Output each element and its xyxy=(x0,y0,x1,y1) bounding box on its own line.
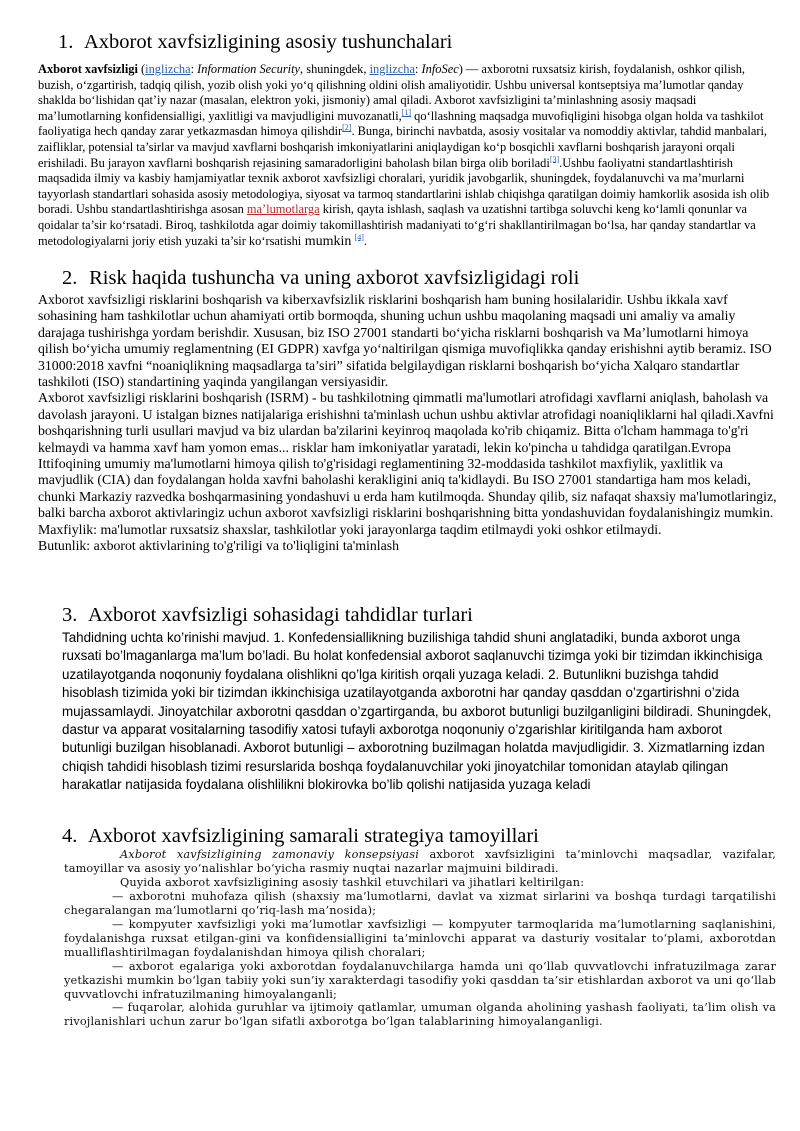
missing-article-link[interactable]: ma’lumotlarga xyxy=(246,202,320,217)
paragraph: Quyida axborot xavfsizligining asosiy tashkil etuvchilari va jihatlari keltirilgan: xyxy=(120,875,585,889)
text-fragment: , shuningdek, xyxy=(300,62,370,76)
section-number: 4. xyxy=(62,825,78,847)
section-number: 2. xyxy=(62,267,78,289)
text-fragment: . xyxy=(363,233,367,248)
section-title: Risk haqida tushuncha va uning axborot xavfsizligidagi roli xyxy=(89,267,580,289)
list-item: — kompyuter xavfsizligi yoki ma’lumotlar xavfsizligi — kompyuter tarmoqlarida ma’lumotlarning saqlanishini, foydalanishga ruxsat etilgan-gini va konfidensialligini ta’minlovchi apparat va dasturiy vositalar to‘plami, axborotdan mualliflashtirilmagan foydalanishdan himoya qilish choralari; xyxy=(64,917,776,959)
section-2-body xyxy=(38,292,778,555)
paragraph: Tahdidning uchta ko’rinishi mavjud. 1. Konfedensiallikning buzilishiga tahdid shuni anglatadiki, bunda axborot unga ruxsati bo’lmaganlarga ma’lum bo’ladi. Bu holat konfedensial axborot saqlanuvchi tizimga yoki bir tizimdan ikkinchisiga uzatilayotganda noqonuniy foydalana olishlikni qo’lga kiritish orqali yuzaga keladi. 2. Butunlikni buzishga tahdid hisoblash tizimida yoki bir tizimdan ikkinchisiga uzatilayotganda axborotni har qanday qasddan o’zgartirishni o’zida mujassamlaydi. Jinoyatchilar axborotni qasddan o’zgartirganda, bu axborot butunligi buzilganligini bildiradi. Shuningdek, dastur va apparat vositalarning tasodifiy xatosi tufayli axborotga noqonuniy o’zgarishlar kiritilganda ham axborot butunligi buzilgan hisoblanadi. Axborot butunligi – axborotning buzilmagan holatda mavjudligidir. 3. Xizmatlarning izdan chiqish tahdidi hisoblash tizimi resurslarida boshqa foydalanuvchilar yoki jinoyatchilar tomonidan ataylab qilingan harakatlar natijasida foydalana olishlilikni blokirovka bo’lib qolishi natijasida yuzaga keladi xyxy=(62,630,772,793)
paragraph: Axborot xavfsizligi risklarini boshqarish (ISRM) - bu tashkilotning qimmatli ma'lumotlari atrofidagi xavflarni aniqlash, baholash va davolash jarayoni. U istalgan biznes natijalariga erishishni ta'minlash uchun ushbu aktivlar atrofidagi noaniqliklarni hal qiladi.Xavfni boshqarishning turli usullari mavjud va biz ulardan ba'zilarini keyinroq maqolada ko'rib chiqamiz. Bitta o'lcham hammaga to'g'ri kelmaydi va hamma xavf ham yomon emas... risklar ham imkoniyatlar yaratadi, lekin ko'pincha u tahdidga qaratilgan.Evropa Ittifoqining umumiy ma'lumotlarni himoya qilish to'g'risidagi reglamentining 32-moddasida tashkilot maxfiylik, yaxlitlik va mavjudlik (CIA) dan foydalangan holda xavfni baholashi kerakligini aniq ta'kidlaydi. Bu ISO 27001 standartiga ham mos keladi, chunki Markaziy razvedka boshqarmasining yondashuvi u erda ham kutilmoqda. Shunday qilib, siz nafaqat shaxsiy ma'lumotlaringiz, balki barcha axborot aktivlaringiz uchun axborot xavfsizligi risklarini boshqarishning bitta yondashuvidan foydalanishingiz mumkin. Maxfiylik: ma'lumotlar ruxsatsiz shaxslar, tashkilotlar yoki jarayonlarga taqdim etilmaydi yoki oshkor etilmaydi. xyxy=(38,390,777,537)
language-link-english[interactable]: inglizcha xyxy=(145,62,191,76)
paragraph: Butunlik: axborot aktivlarining to'g'riligi va to'liqligini ta'minlash xyxy=(38,538,399,554)
footnote-ref-3[interactable]: [3] xyxy=(549,154,560,164)
footnote-ref-2[interactable]: [2] xyxy=(342,123,352,133)
text-fragment: qo‘llashning maqsadga muvofiqligini hisobga olgan holda va tashkilot faoliyatiga hech qanday zarar yetkazmasdan himoya qilishdir xyxy=(38,108,764,139)
text-fragment: .Ushbu faoliyatni standartlashtirish maqsadida ilmiy va kasbiy hamjamiyatlar texnik axborot xavfsizligi choralari, yuridik javobgarlik, shuningdek, foydalanuvchi va ma’murlarni tayyorlash standartlari sohasida asosiy metodologiya, siyosat va tarmoq standartlarini ishlab chiqishga qaratilgan doimiy hamkorlik asosida ish olib boradi. Ushbu standartlashtirishga asosan xyxy=(38,155,770,217)
section-3-body xyxy=(62,629,774,795)
section-heading-2 xyxy=(62,266,579,290)
section-heading-3 xyxy=(62,603,473,627)
section-title: Axborot xavfsizligi sohasidagi tahdidlar turlari xyxy=(88,604,473,626)
section-title: Axborot xavfsizligining samarali strategiya tamoyillari xyxy=(88,825,539,847)
text-fragment: . Bunga, birinchi navbatda, asosiy vositalar va nomoddiy aktivlar, tahdid manbalari, zaifliklar, potensial ta’sirlar va mavjud xavflarni boshqarish imkoniyatlarini aniqlaydigan ko‘p bosqichli xavflarni boshqarish jarayoni orqali erishiladi. Bu jarayon xavflarni boshqarish rejasining samaradorligini baholash bilan birga olib boriladi xyxy=(38,124,767,170)
section-heading-1 xyxy=(58,30,452,54)
footnote-ref-4[interactable]: [4] xyxy=(354,232,364,242)
section-heading-4 xyxy=(62,824,539,848)
paragraph: Axborot xavfsizligi risklarini boshqarish va kiberxavfsizlik risklarini boshqarish ham buning hosilalaridir. Ushbu ikkala xavf sohasining ham tashkilotlar uchun ahamiyati ortib bormoqda, shuning uchun ushbu maqolaning maqsadi uni amaliy va amaliy darajaga tushirishga yordam berishdir. Xususan, biz ISO 27001 standarti bo‘yicha risklarni boshqarish va Ma’lumotlarni himoya qilish bo‘yicha umumiy reglamentning (EI GDPR) xavfga yo‘naltirilgan qismiga muvofiqlikka qanday erishishni aytib beramiz. ISO 31000:2018 xavfni “noaniqlikning maqsadlarga ta’siri” sifatida belgilaydigan risklarni boshqarish bo‘yicha Xalqaro standartlar tashkiloti (ISO) standartining yaqinda yangilangan versiyasidir. xyxy=(38,292,772,390)
term: Axborot xavfsizligi xyxy=(38,62,138,76)
list-item: — axborotni muhofaza qilish (shaxsiy ma’lumotlarni, davlat va xizmat sirlarini va boshqa turdagi tarqatilishi chegaralangan ma’lumotlarni qo‘riq-lash ma’nosida); xyxy=(64,889,776,917)
english-term: Information Security xyxy=(197,62,301,76)
section-1-body: Axborot xavfsizligi (inglizcha: Information Security, shuningdek, inglizcha: InfoSec) — axborotni ruxsatsiz kirish, foydalanish, oshkor qilish, buzish, o‘zgartirish, tadqiq qilish, yozib olish yoki yo‘q qilishning oldini olish amaliyotidir. Ushbu universal kontseptsiya ma’lumotlar qanday shaklda bo‘lishidan qat’iy nazar (masalan, elektron yoki, jismoniy) amal qiladi. Axborot xavfsizligini ta’minlashning asosiy maqsadi ma’lumotlarning konfidensialligi, yaxlitligi va mavjudligini muvozanatli,[1] qo‘llashning maqsadga muvofiqligini hisobga olgan holda va tashkilot faoliyatiga hech qanday zarar yetkazmasdan himoya qilishdir[2]. Bunga, birinchi navbatda, asosiy vositalar va nomoddiy aktivlar, tahdid manbalari, zaifliklar, potensial ta’sirlar va mavjud xavflarni boshqarish imkoniyatlarini aniqlaydigan ko‘p bosqichli xavflarni boshqarish jarayoni orqali erishiladi. Bu jarayon xavflarni boshqarish rejasining samaradorligini baholash bilan birga olib boriladi[3].Ushbu faoliyatni standartlashtirish maqsadida ilmiy va kasbiy hamjamiyatlar texnik axborot xavfsizligi choralari, yuridik javobgarlik, shuningdek, foydalanuvchi va ma’murlarni tayyorlash standartlari sohasida asosiy metodologiya, siyosat va tarmoq standartlarini ishlab chiqishga qaratilgan doimiy hamkorlik asosida ish olib boradi. Ushbu standartlashtirishga asosan ma’lumotlarga kirish, qayta ishlash, saqlash va uzatishni tartibga soluvchi keng ko‘lamli qonunlar va qoidalar ta’sir ko‘rsatadi. Biroq, tashkilotda agar doimiy takomillashtirish madaniyati to‘g‘ri shakllantirilmagan bo‘lsa, har qanday standartlar va metodologiyalarni joriy etish yuzaki ta’sir ko‘rsatishi mumkin [4]. xyxy=(38,62,770,249)
footnote-ref-1[interactable]: [1] xyxy=(401,107,412,117)
english-abbr: InfoSec xyxy=(421,62,459,76)
section-number: 3. xyxy=(62,604,78,626)
text-fragment: axborot xavfsizligini ta’minlovchi maqsadlar, vazifalar, tamoyillar va asosiy yo‘nalishlar bo‘yicha rasmiy nuqtai nazarlar majmuini bildiradi. xyxy=(64,848,777,875)
paragraph xyxy=(64,848,776,876)
text-fragment: ) — axborotni ruxsatsiz kirish, foydalanish, oshkor qilish, buzish, o‘zgartirish, tadqiq qilish, yozib olish yoki yo‘q qilishning oldini olish amaliyotidir. Ushbu universal kontseptsiya ma’lumotlar qanday shaklda bo‘lishidan qat’iy nazar (masalan, elektron yoki, jismoniy) amal qiladi. Axborot xavfsizligini ta’minlashning asosiy maqsadi ma’lumotlarning konfidensialligi, yaxlitligi va mavjudligini muvozanatli, xyxy=(38,62,746,123)
text-fragment: mumkin xyxy=(301,233,352,249)
section-title: Axborot xavfsizligining asosiy tushunchalari xyxy=(84,31,453,53)
text-fragment: kirish, qayta ishlash, saqlash va uzatishni tartibga soluvchi keng ko‘lamli qonunlar va qoidalar ta’sir ko‘rsatadi. Biroq, tashkilotda agar doimiy takomillashtirish madaniyati to‘g‘ri shakllantirilmagan bo‘lsa, har qanday standartlar va metodologiyalarni joriy etish yuzaki ta’sir ko‘rsatishi xyxy=(38,202,756,248)
scanned-book-excerpt xyxy=(64,848,776,1029)
list-item: — axborot egalariga yoki axborotdan foydalanuvchilarga hamda uni qo‘llab quvvatlovchi infratuzilmaga zarar yetkazishi mumkin bo‘lgan tabiiy yoki sun’iy xarakterdagi tasodifiy yoki qasddan ta’sir etishlardan axborot va uni qo‘llab quvvatlovchi infratuzilmaning himoyalanganli; xyxy=(64,959,776,1001)
language-link-english[interactable]: inglizcha xyxy=(369,62,415,76)
section-number: 1. xyxy=(58,31,74,53)
italic-lead: Axborot xavfsizligining zamonaviy konsepsiyasi xyxy=(120,848,419,861)
list-item: — fuqarolar, alohida guruhlar va ijtimoiy qatlamlar, umuman olganda aholining yashash faoliyati, ta’lim olish va rivojlanishlari uchun zarur bo‘lgan sifatli axborotga bo‘lgan talablarining himoyalanganligi. xyxy=(64,1001,776,1029)
